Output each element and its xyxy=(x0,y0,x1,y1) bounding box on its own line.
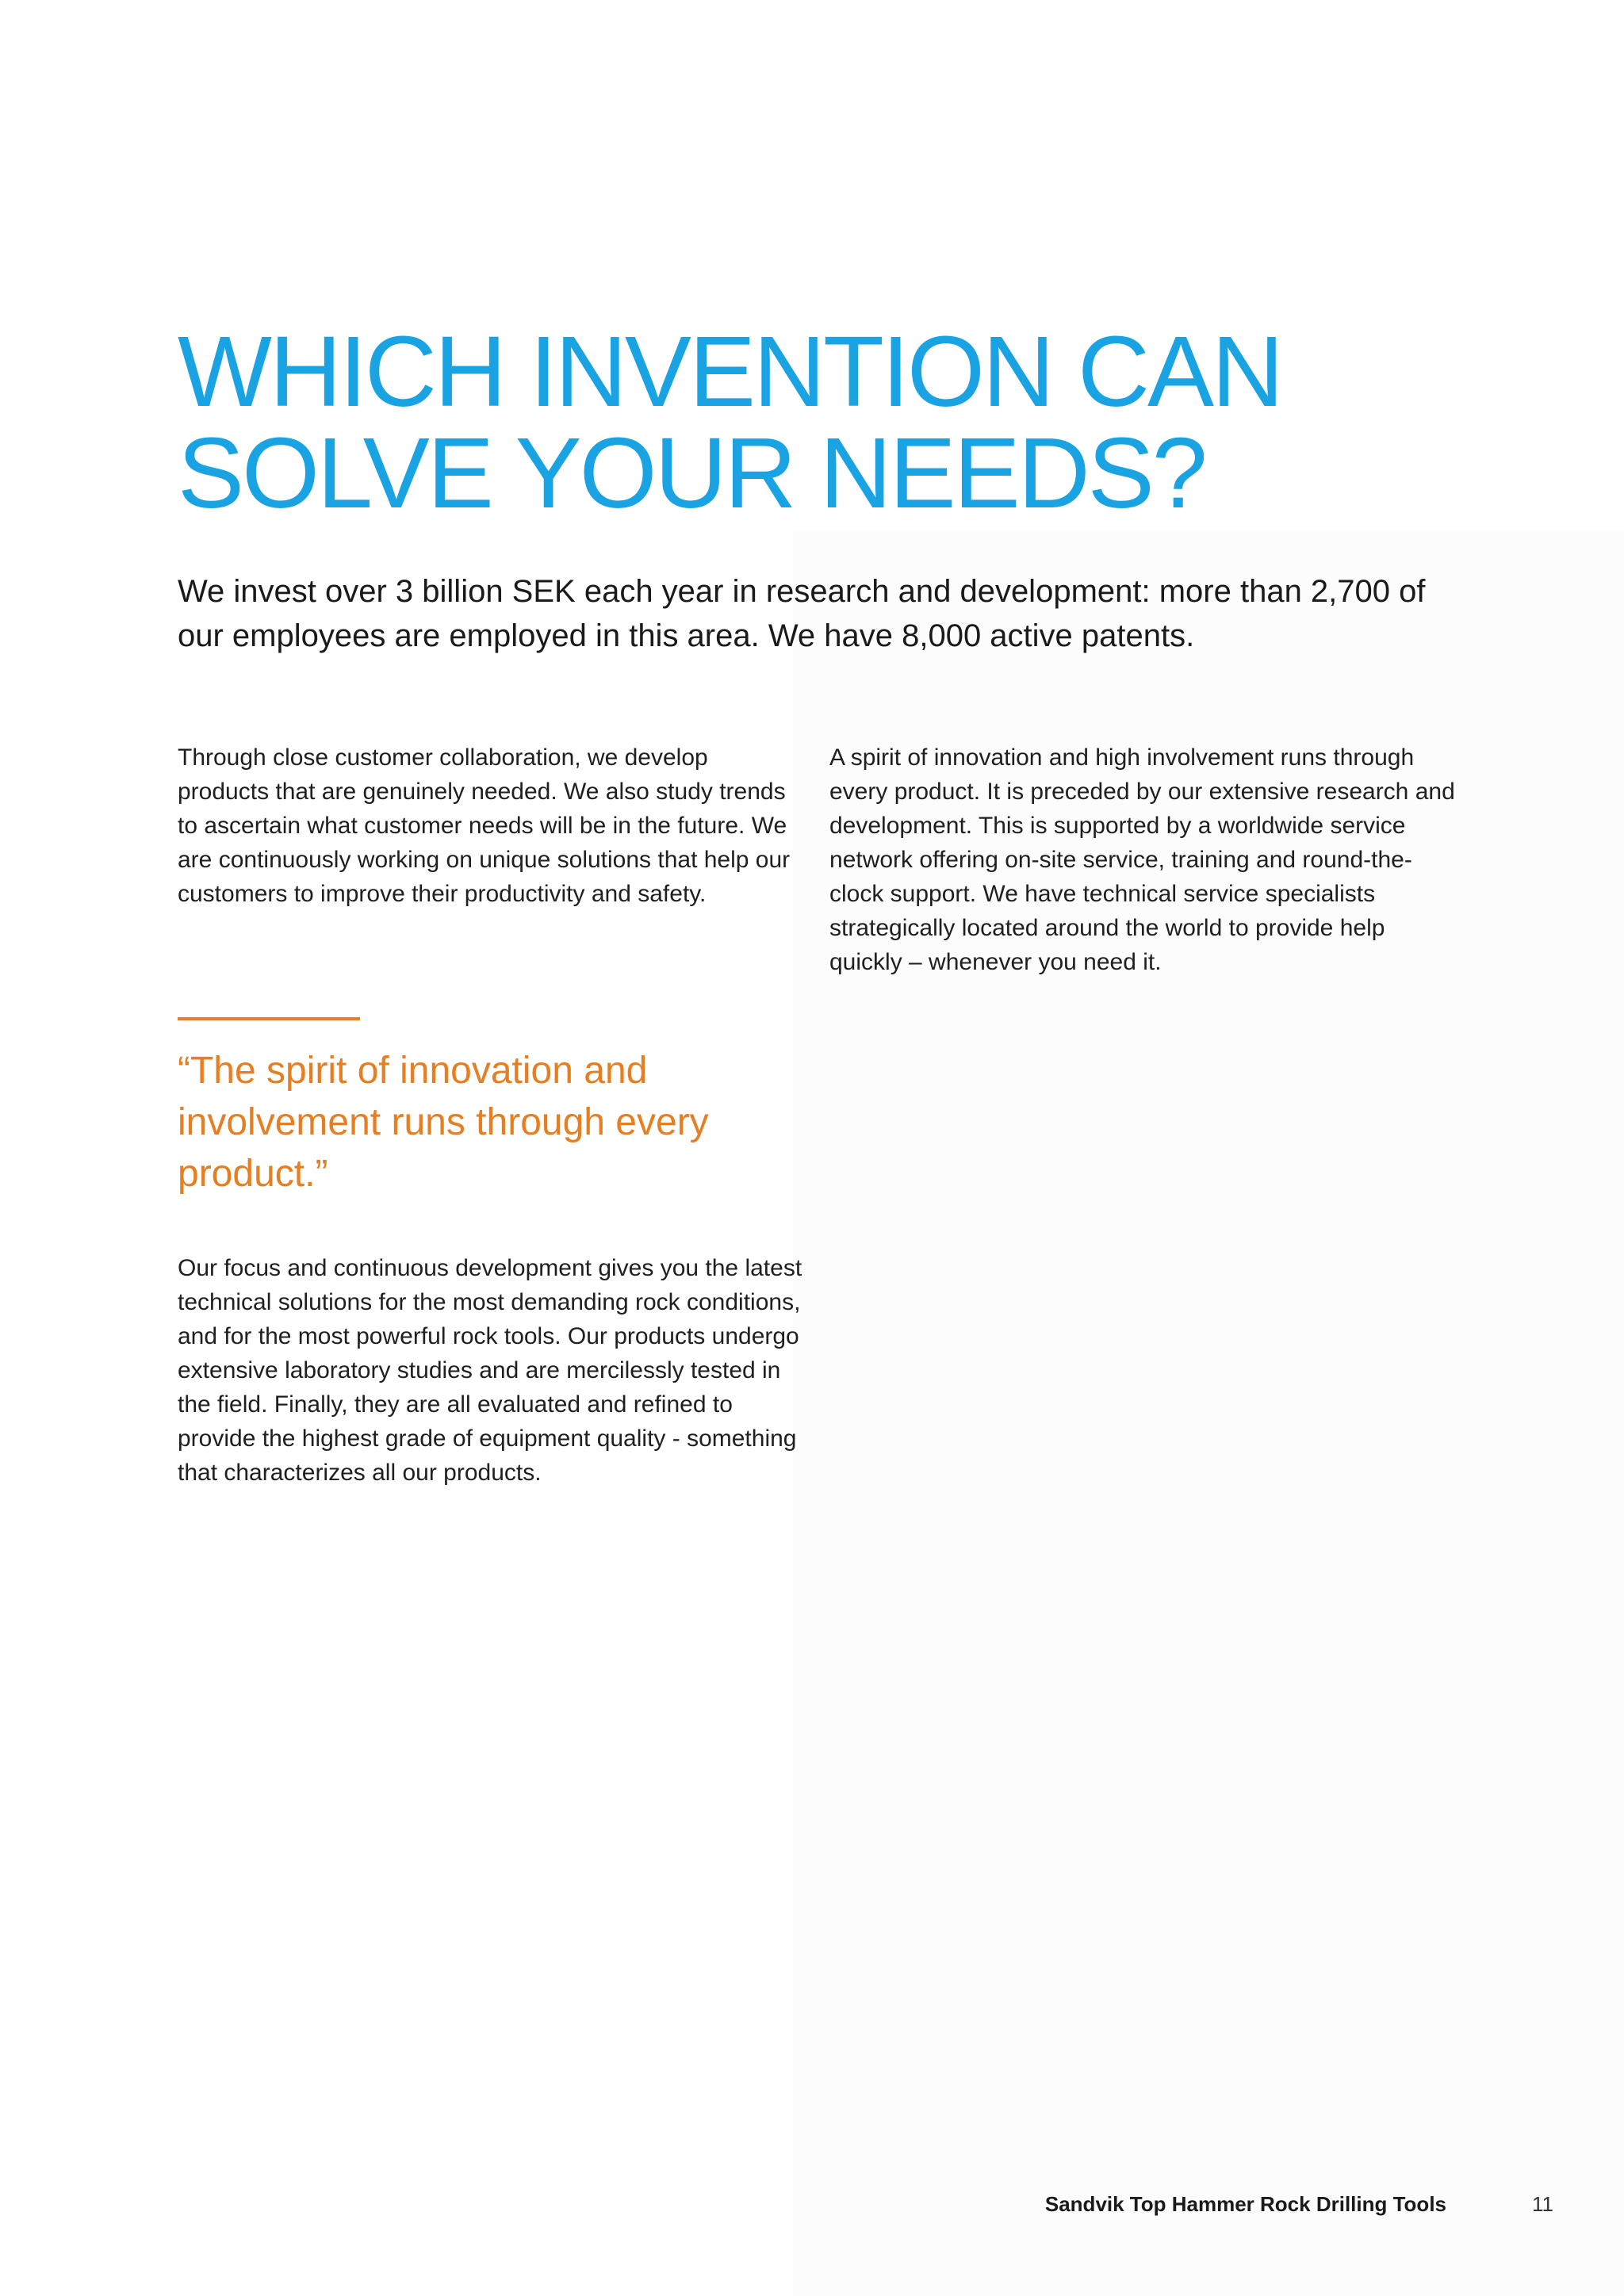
page-number: 11 xyxy=(1532,2192,1553,2216)
pull-quote-rule xyxy=(178,1017,360,1020)
body-paragraph-collaboration: Through close customer collaboration, we develop products that are genuinely needed. We also study trends to ascertain what customer needs will be in the future. We are continuously working on unique solutions that help our customers to improve their productivity and safety. xyxy=(178,744,791,907)
page-title-line-2: SOLVE YOUR NEEDS? xyxy=(178,417,1205,529)
lead-paragraph: We invest over 3 billion SEK each year in research and development: more than 2,700 of our employees are employed in this area. We have 8,000 active patents. xyxy=(178,574,1426,653)
page-title xyxy=(178,316,1281,529)
pull-quote: “The spirit of innovation and involvement runs through every product.” xyxy=(178,1050,709,1195)
body-paragraph-innovation: A spirit of innovation and high involvement runs through every product. It is preceded by our extensive research and development. This is supported by a worldwide service network offering on-site service, training and round-the-clock support. We have technical service specialists strategically located around the world to provide help quickly – whenever you need it. xyxy=(829,744,1455,975)
page-title-line-1: WHICH INVENTION CAN xyxy=(178,316,1281,427)
footer-publication-title: Sandvik Top Hammer Rock Drilling Tools xyxy=(1044,2192,1446,2216)
body-paragraph-focus: Our focus and continuous development gives you the latest technical solutions for the most demanding rock conditions, and for the most powerful rock tools. Our products undergo extensive laboratory studies and are mercilessly tested in the field. Finally, they are all evaluated and refined to provide the highest grade of equipment quality - something that characterizes all our products. xyxy=(178,1255,802,1486)
